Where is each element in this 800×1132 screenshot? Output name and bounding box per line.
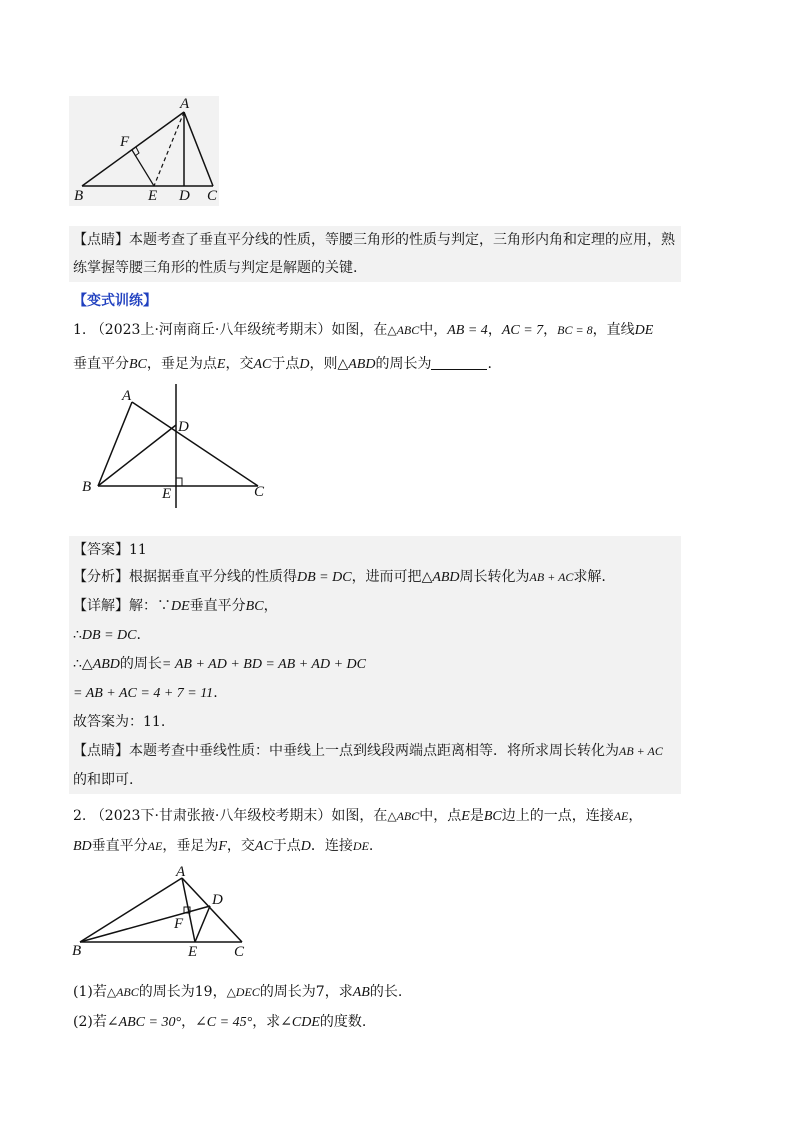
a1-tri2: △ABD xyxy=(81,657,120,672)
section-title: 【变式训练】 xyxy=(73,293,157,309)
figure-3 xyxy=(70,862,260,966)
q2-text: . xyxy=(368,838,374,854)
fig2-label-A: A xyxy=(122,388,132,404)
q1-sep: ， xyxy=(543,322,558,338)
q2-f: F xyxy=(218,839,227,854)
q1-text: . xyxy=(487,356,492,372)
q2-text: 是 xyxy=(469,808,484,824)
answer-value: 11 xyxy=(129,542,147,558)
a1-detail xyxy=(73,596,278,617)
sub1-ab: AB xyxy=(352,985,370,1000)
analysis-tag: 【分析】 xyxy=(73,569,129,585)
q1-abd: △ABD xyxy=(337,357,376,372)
fig2-label-B: B xyxy=(82,479,92,495)
q2-text: ，交 xyxy=(226,838,255,854)
a1-text: ，进而可把 xyxy=(351,569,422,585)
q2-line1 xyxy=(73,806,642,827)
q1-bc: BC = 8 xyxy=(557,323,593,337)
q1-de: DE xyxy=(634,323,654,338)
q1-ac: AC = 7 xyxy=(501,323,544,338)
q1-ab: AB = 4 xyxy=(447,323,488,338)
review-tag-2: 【点睛】 xyxy=(73,743,129,759)
a1-eq2: = AB + AD + BD = AB + AD + DC xyxy=(161,657,366,672)
a1-review xyxy=(73,741,663,761)
review1-line1 xyxy=(73,230,675,250)
a1-text: 根据据垂直平分线的性质得 xyxy=(129,569,297,585)
q1-text: ，垂足为点 xyxy=(146,356,217,372)
a1-eq3: = AB + AC = 4 + 7 = 11 xyxy=(73,686,214,701)
q1-text: ，交 xyxy=(225,356,254,372)
q1-text: ，直线 xyxy=(592,322,635,338)
sub2-text: ， xyxy=(181,1014,196,1030)
answer-blank xyxy=(431,355,487,370)
sub1-label: (1)若 xyxy=(73,984,107,1000)
review1-text-2: 练掌握等腰三角形的性质与判定是解题的关键. xyxy=(73,260,358,276)
fig2-label-E: E xyxy=(162,486,172,502)
fig1-label-F: F xyxy=(120,134,130,150)
a1-text: 周长转化为 xyxy=(459,569,530,585)
q2-bd: BD xyxy=(73,839,92,854)
a1-text: ， xyxy=(263,598,278,614)
sub1 xyxy=(73,982,402,1003)
q2-line2 xyxy=(73,836,373,857)
a1-step3 xyxy=(73,683,218,704)
q1-text: 于点 xyxy=(271,356,300,372)
sub1-text: 的周长为19， xyxy=(138,984,227,1000)
sub2-ang2: ∠C = 45° xyxy=(195,1015,253,1030)
q2-text: ， xyxy=(628,808,643,824)
a1-step1 xyxy=(73,625,141,646)
fig1-label-A: A xyxy=(180,96,190,112)
fig1-label-E: E xyxy=(148,188,158,204)
fig3-label-E: E xyxy=(188,944,198,960)
a1-analysis xyxy=(73,567,606,588)
fig2-label-D: D xyxy=(178,419,189,435)
a1-text: . xyxy=(213,685,218,701)
a1-review-sum: AB + AC xyxy=(619,744,663,758)
a1-text: . xyxy=(136,627,141,643)
sub2 xyxy=(73,1012,366,1033)
therefore-symbol: ∴ xyxy=(73,627,82,643)
a1-bc: BC xyxy=(245,599,264,614)
q1-e: E xyxy=(216,357,226,372)
fig3-label-D: D xyxy=(212,892,223,908)
q2-ae: AE xyxy=(613,809,629,823)
q1-tri: △ABC xyxy=(387,323,420,337)
sub2-label: (2)若 xyxy=(73,1014,107,1030)
a1-eq: DB = DC xyxy=(297,570,352,585)
a1-de: DE xyxy=(171,599,190,614)
figure-2 xyxy=(76,384,276,508)
q1-source: （2023上·河南商丘·八年级统考期末）如图，在 xyxy=(90,322,388,338)
q1-sep: ， xyxy=(487,322,502,338)
sub2-text: ，求 xyxy=(252,1014,281,1030)
a1-text: 垂直平分 xyxy=(189,598,246,614)
fig1-label-D: D xyxy=(179,188,190,204)
q2-source: （2023下·甘肃张掖·八年级校考期末）如图，在 xyxy=(90,808,388,824)
a1-text: 本题考查中垂线性质：中垂线上一点到线段两端点距离相等．将所求周长转化为 xyxy=(129,743,619,759)
q1-number: 1. xyxy=(73,322,87,338)
sub2-ang1: ∠ABC = 30° xyxy=(106,1015,182,1030)
q2-tri: △ABC xyxy=(387,809,420,823)
answer-tag: 【答案】 xyxy=(73,542,129,558)
q2-bc: BC xyxy=(483,809,502,824)
a1-tri: △ABD xyxy=(421,570,460,585)
q1-text: 的周长为 xyxy=(375,356,432,372)
fig3-label-C: C xyxy=(234,944,245,960)
q2-e: E xyxy=(461,809,470,824)
fig1-label-B: B xyxy=(74,188,84,204)
q1-line2 xyxy=(73,354,492,375)
review1-line2 xyxy=(73,258,357,278)
sub1-tri1: △ABC xyxy=(106,985,139,999)
q2-text: 中，点 xyxy=(419,808,462,824)
sub1-text: 的周长为7，求 xyxy=(259,984,353,1000)
q2-d: D xyxy=(300,839,311,854)
sub1-tri2: △DEC xyxy=(226,985,260,999)
q1-text: ，则 xyxy=(309,356,338,372)
a1-eq1: DB = DC xyxy=(81,628,137,643)
q1-text: 中， xyxy=(419,322,448,338)
a1-final: 故答案为：11. xyxy=(73,714,166,730)
a1-text: 求解. xyxy=(573,569,606,585)
fig3-label-F: F xyxy=(174,916,184,932)
q2-text: 垂直平分 xyxy=(91,838,148,854)
q1-ac2: AC xyxy=(253,357,272,372)
figure-1 xyxy=(70,94,230,206)
therefore-symbol: ∴ xyxy=(73,656,82,672)
a1-text: 解： xyxy=(129,598,157,614)
q1-bc2: BC xyxy=(129,357,147,372)
fig2-label-C: C xyxy=(254,484,265,500)
q2-text: ．连接 xyxy=(310,838,353,854)
review-tag: 【点睛】 xyxy=(73,232,129,248)
q2-ae2: AE xyxy=(147,839,163,853)
fig3-label-B: B xyxy=(72,943,82,959)
fig3-label-A: A xyxy=(176,864,186,880)
q2-number: 2. xyxy=(73,808,87,824)
sub1-text: 的长. xyxy=(369,984,403,1000)
detail-tag: 【详解】 xyxy=(73,598,129,614)
q2-text: 边上的一点，连接 xyxy=(501,808,614,824)
sub2-text: 的度数. xyxy=(319,1014,367,1030)
q2-ac: AC xyxy=(254,839,273,854)
q1-d: D xyxy=(299,357,310,372)
a1-review-2: 的和即可. xyxy=(73,772,134,788)
a1-sum: AB + AC xyxy=(529,570,574,584)
because-symbol: ∵ xyxy=(157,598,171,614)
q2-text: ，垂足为 xyxy=(162,838,219,854)
q2-de: DE xyxy=(352,839,369,853)
q1-text: 垂直平分 xyxy=(73,356,129,372)
a1-text: 的周长 xyxy=(119,656,162,672)
review1-text: 本题考查了垂直平分线的性质，等腰三角形的性质与判定，三角形内角和定理的应用，熟 xyxy=(129,232,675,248)
a1-answer xyxy=(73,540,147,560)
fig1-label-C: C xyxy=(207,188,218,204)
a1-step2 xyxy=(73,654,366,675)
q2-text: 于点 xyxy=(272,838,301,854)
q1-line1 xyxy=(73,320,653,341)
sub2-ang3: ∠CDE xyxy=(280,1015,320,1030)
